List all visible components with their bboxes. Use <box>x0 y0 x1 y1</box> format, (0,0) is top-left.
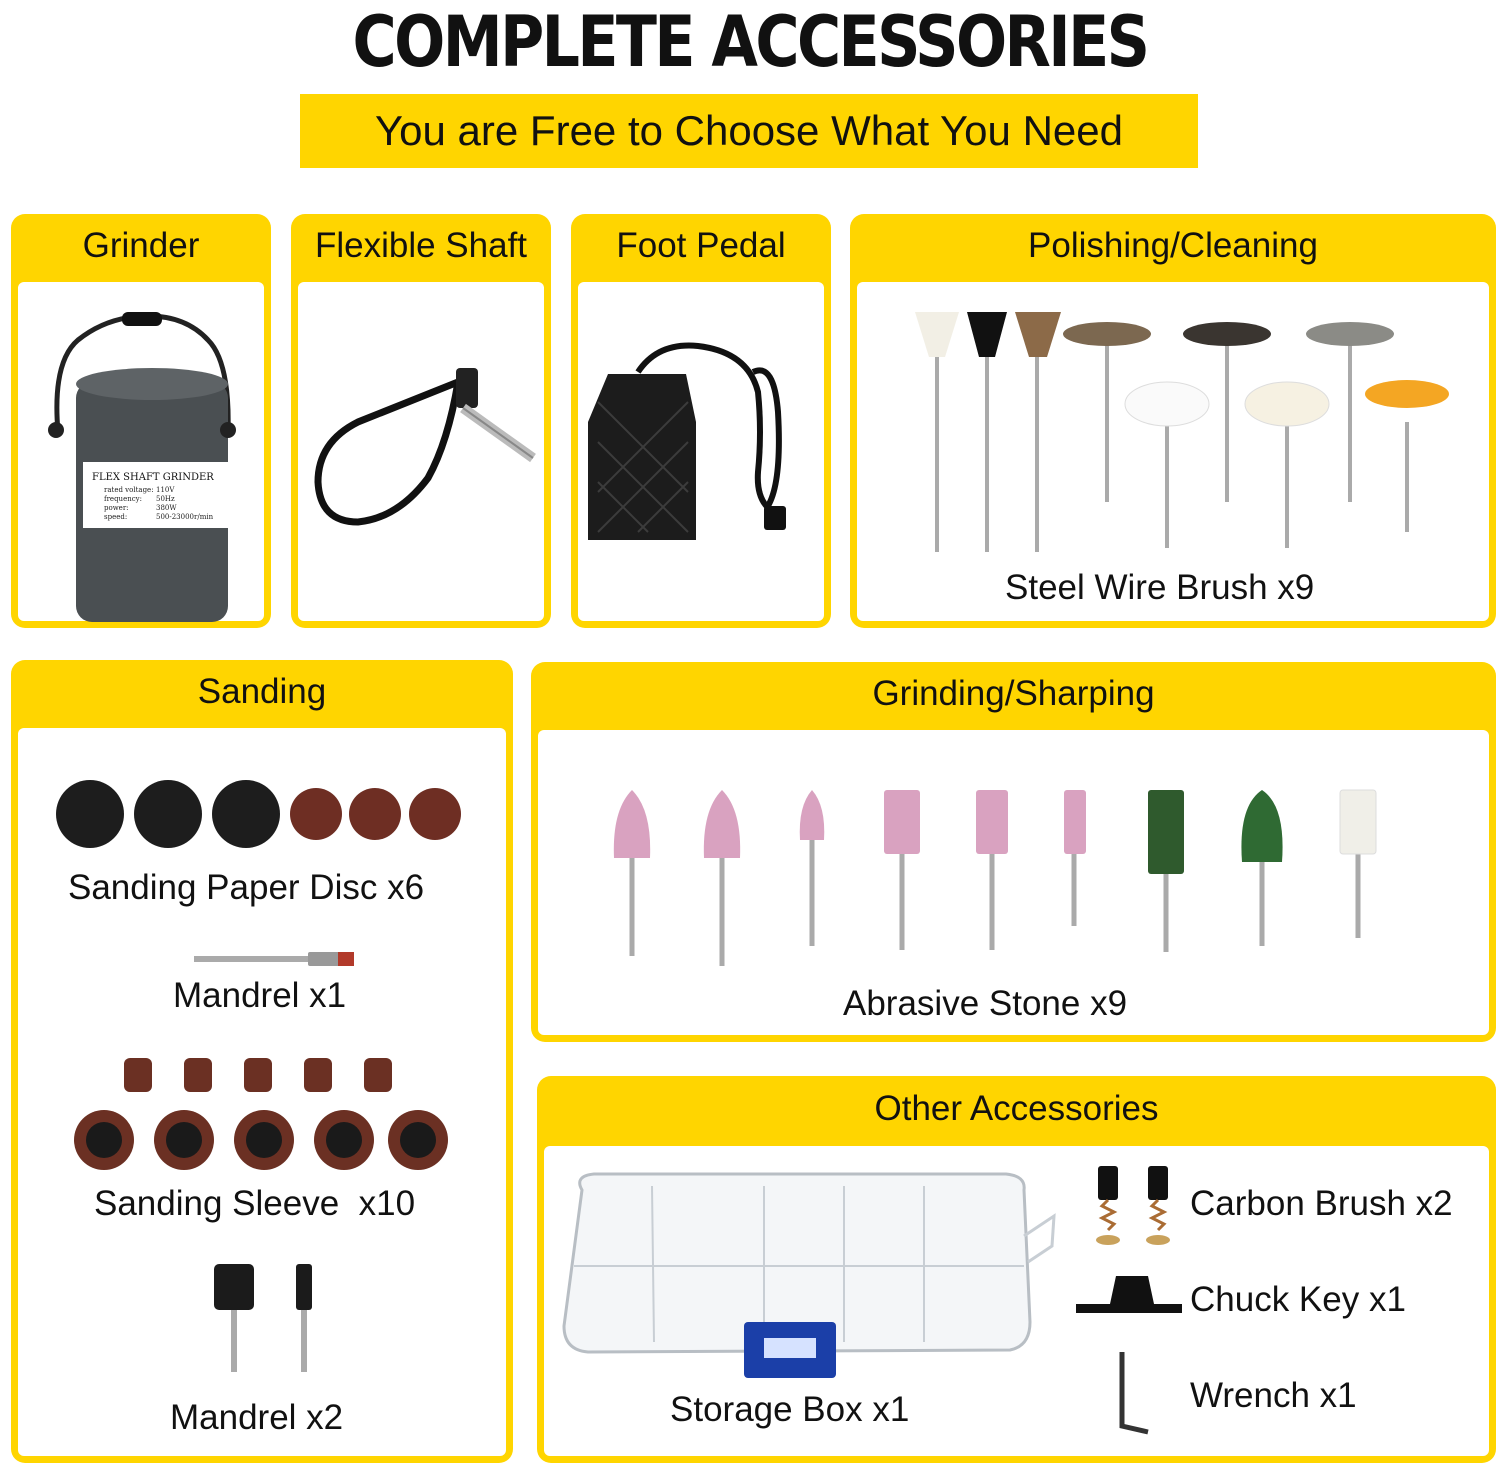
abrasive-stones-image <box>538 730 1489 970</box>
foot-pedal-image <box>578 282 824 622</box>
polishing-panel-body <box>857 282 1489 621</box>
sanding-sleeves-image <box>18 1054 506 1174</box>
chuck-key-caption: Chuck Key x1 <box>1190 1280 1406 1319</box>
grinder-panel-body <box>18 282 264 621</box>
grinder-plate-power: 380W <box>156 504 177 512</box>
sanding-panel-body <box>18 728 506 1456</box>
grinder-plate-speed: 500-23000r/min <box>156 513 214 521</box>
grinding-caption: Abrasive Stone x9 <box>843 984 1128 1023</box>
grinder-plate-voltage-label: rated voltage: <box>104 486 154 494</box>
sanding-disc-caption: Sanding Paper Disc x6 <box>68 868 425 907</box>
other-accessories-panel-title: Other Accessories <box>874 1088 1159 1128</box>
other-accessories-panel <box>537 1076 1496 1463</box>
polishing-panel <box>850 214 1496 628</box>
mandrel-image <box>18 950 506 970</box>
polishing-caption: Steel Wire Brush x9 <box>1005 568 1315 607</box>
subtitle-banner <box>300 94 1198 168</box>
wrench-icon <box>1068 1346 1198 1436</box>
sanding-panel-title: Sanding <box>197 671 327 711</box>
sanding-discs-image <box>18 768 506 878</box>
grinder-motor-image <box>18 282 264 622</box>
grinder-plate-speed-label: speed: <box>104 513 128 521</box>
chuck-key-image <box>1068 1256 1198 1346</box>
carbon-brush-caption: Carbon Brush x2 <box>1190 1184 1453 1223</box>
grinding-panel-title: Grinding/Sharping <box>872 673 1155 713</box>
grinding-panel-body <box>538 730 1489 1035</box>
mandrel2-caption: Mandrel x2 <box>170 1398 344 1437</box>
subtitle-text: You are Free to Choose What You Need <box>375 107 1123 154</box>
grinder-plate-voltage: 110V <box>156 486 175 494</box>
other-accessories-panel-body <box>544 1146 1489 1456</box>
grinder-panel <box>11 214 271 628</box>
foot-pedal-panel <box>571 214 831 628</box>
sanding-panel <box>11 660 513 1463</box>
grinding-panel <box>531 662 1496 1042</box>
flexible-shaft-panel <box>291 214 551 628</box>
grinder-plate-power-label: power: <box>104 504 129 512</box>
polishing-panel-title: Polishing/Cleaning <box>1028 225 1318 265</box>
grinder-panel-title: Grinder <box>82 225 200 265</box>
carbon-brush-image <box>1078 1160 1208 1250</box>
flexible-shaft-panel-body <box>298 282 544 621</box>
flexible-shaft-panel-title: Flexible Shaft <box>314 225 528 265</box>
storage-box-caption: Storage Box x1 <box>670 1390 910 1429</box>
grinder-plate-frequency: 50Hz <box>156 495 175 503</box>
sanding-sleeve-caption: Sanding Sleeve x10 <box>94 1184 416 1223</box>
storage-box-image <box>544 1146 1044 1386</box>
page-title: COMPLETE ACCESSORIES <box>352 1 1148 83</box>
foot-pedal-panel-title: Foot Pedal <box>616 225 786 265</box>
foot-pedal-panel-body <box>578 282 824 621</box>
mandrels-image <box>18 1260 506 1380</box>
wrench-caption: Wrench x1 <box>1190 1376 1357 1415</box>
grinder-plate-heading: FLEX SHAFT GRINDER <box>92 472 214 483</box>
flexible-shaft-image <box>298 282 544 622</box>
grinder-plate-frequency-label: frequency: <box>104 495 142 503</box>
mandrel1-caption: Mandrel x1 <box>173 976 347 1015</box>
